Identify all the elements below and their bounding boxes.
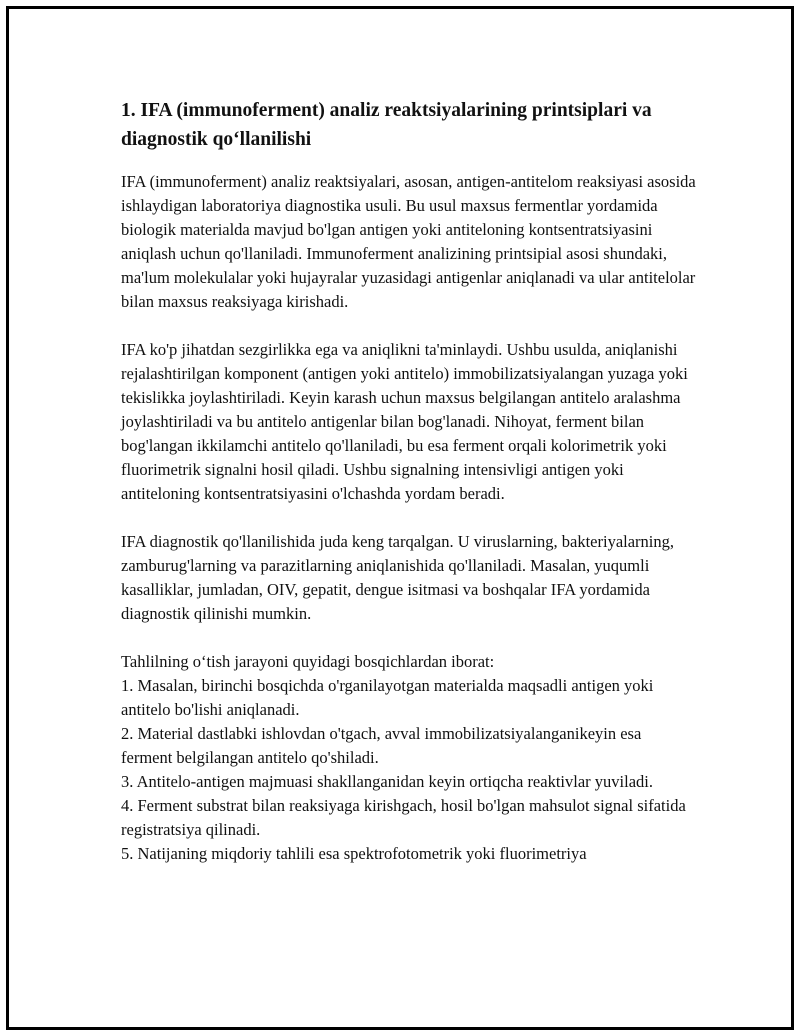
paragraph-principle: IFA (immunoferment) analiz reaktsiyalari, asosan, antigen-antitelom reaksiyasi asosida ishlaydigan laboratoriya diagnostika usuli. Bu usul maxsus fermentlar yordamida biologik materialda mavjud bo'lgan antigen yoki antiteloning kontsentratsiyasini aniqlash uchun qo'llaniladi. Immunoferment analizining printsipial asosi shundaki, ma'lum molekulalar yoki hujayralar yuzasidagi antigenlar aniqlanadi va ular antitelolar bilan maxsus reaksiyaga kirishadi. [121,172,696,311]
paragraph-gap [121,314,696,338]
steps-list [121,674,696,866]
paragraph-method: IFA ko'p jihatdan sezgirlikka ega va aniqlikni ta'minlaydi. Ushbu usulda, aniqlanishi rejalashtirilgan komponent (antigen yoki antitelo) immobilizatsiyalangan yuzaga yoki tekislikka joylashtiriladi. Keyin karash uchun maxsus belgilangan antitelo aralashma joylashtiriladi va bu antitelo antigenlar bilan bog'lanadi. Nihoyat, ferment bilan bog'langan ikkilamchi antitelo qo'llaniladi, bu esa ferment orqali kolorimetrik yoki fluorimetrik signalni hosil qiladi. Ushbu signalning intensivligi antigen yoki antiteloning kontsentratsiyasini o'lchashda yordam beradi. [121,340,688,503]
document-body [121,96,696,866]
step-item: 4. Ferment substrat bilan reaksiyaga kirishgach, hosil bo'lgan mahsulot signal sifatida registratsiya qilinadi. [121,796,686,839]
step-item: 2. Material dastlabki ishlovdan o'tgach, avval immobilizatsiyalanganikeyin esa ferment belgilangan antitelo qo'shiladi. [121,724,642,767]
steps-intro: Tahlilning o‘tish jarayoni quyidagi bosqichlardan iborat: [121,652,495,671]
paragraph-gap [121,626,696,650]
step-item: 3. Antitelo-antigen majmuasi shakllanganidan keyin ortiqcha reaktivlar yuviladi. [121,772,653,791]
section-heading: 1. IFA (immunoferment) analiz reaktsiyalarining printsiplari va diagnostik qo‘llanilishi [121,100,652,150]
paragraph-gap [121,506,696,530]
step-item: 1. Masalan, birinchi bosqichda o'rganilayotgan materialda maqsadli antigen yoki antitelo bo'lishi aniqlanadi. [121,676,654,719]
page-frame [6,6,794,1030]
paragraph-application: IFA diagnostik qo'llanilishida juda keng tarqalgan. U viruslarning, bakteriyalarning, zamburug'larning va parazitlarning aniqlanishida qo'llaniladi. Masalan, yuqumli kasalliklar, jumladan, OIV, gepatit, dengue isitmasi va boshqalar IFA yordamida diagnostik qilinishi mumkin. [121,532,675,623]
step-item: 5. Natijaning miqdoriy tahlili esa spektrofotometrik yoki fluorimetriya [121,844,587,863]
